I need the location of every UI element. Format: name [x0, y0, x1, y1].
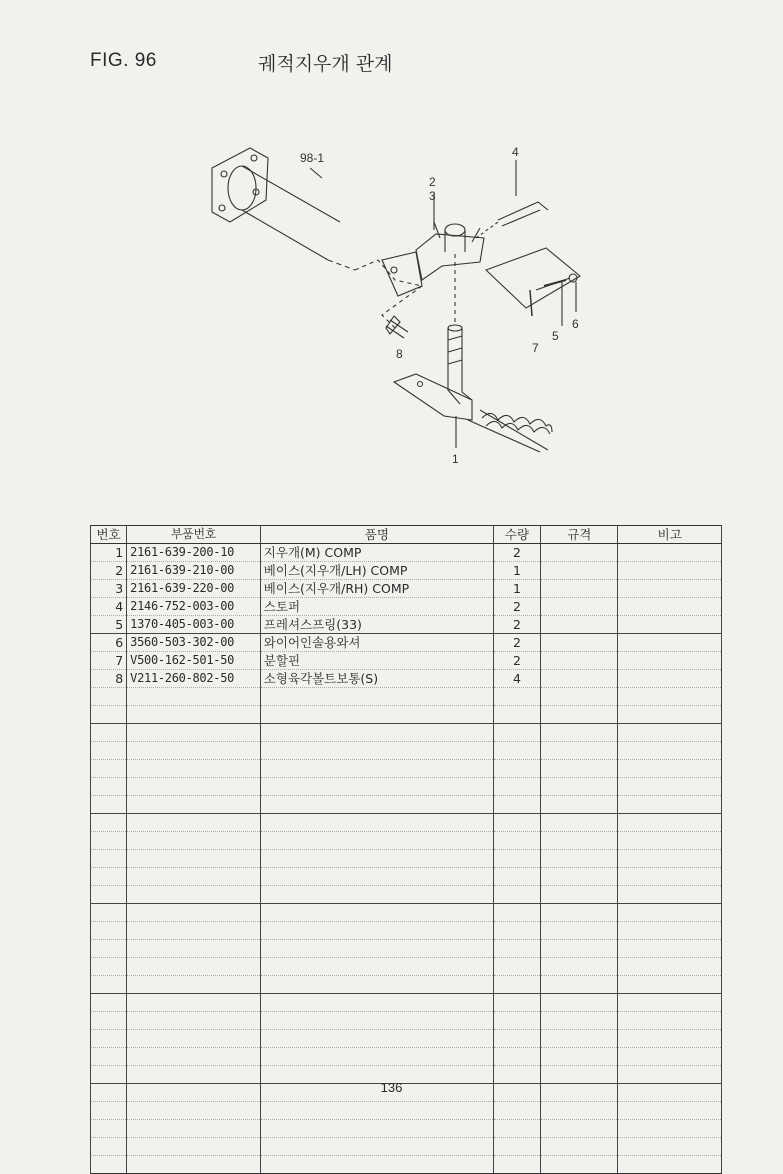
empty-cell: [127, 1156, 261, 1174]
empty-table-row: [91, 1156, 722, 1174]
empty-cell: [260, 1030, 493, 1048]
row-no: 8: [91, 670, 127, 688]
empty-cell: [618, 868, 722, 886]
empty-cell: [127, 958, 261, 976]
empty-cell: [618, 760, 722, 778]
empty-cell: [127, 868, 261, 886]
row-no: 3: [91, 580, 127, 598]
row-remarks: [618, 652, 722, 670]
empty-cell: [260, 1138, 493, 1156]
empty-cell: [91, 940, 127, 958]
empty-cell: [618, 1030, 722, 1048]
empty-cell: [618, 1138, 722, 1156]
empty-cell: [260, 904, 493, 922]
row-spec: [541, 598, 618, 616]
table-header-row: [91, 526, 722, 544]
empty-cell: [91, 958, 127, 976]
row-quantity: 2: [493, 634, 540, 652]
empty-cell: [260, 886, 493, 904]
empty-cell: [493, 1120, 540, 1138]
empty-cell: [618, 1102, 722, 1120]
row-part-number: 2161-639-210-00: [127, 562, 261, 580]
empty-cell: [91, 1012, 127, 1030]
empty-cell: [493, 1048, 540, 1066]
row-part-number: V500-162-501-50: [127, 652, 261, 670]
empty-table-row: [91, 940, 722, 958]
figure-label: FIG. 96: [90, 50, 157, 71]
empty-cell: [127, 796, 261, 814]
empty-table-row: [91, 832, 722, 850]
empty-cell: [493, 796, 540, 814]
row-quantity: 2: [493, 544, 540, 562]
empty-cell: [127, 688, 261, 706]
empty-cell: [541, 1120, 618, 1138]
empty-cell: [91, 832, 127, 850]
empty-table-row: [91, 688, 722, 706]
empty-cell: [91, 922, 127, 940]
empty-cell: [493, 760, 540, 778]
empty-table-row: [91, 1102, 722, 1120]
empty-cell: [493, 688, 540, 706]
empty-cell: [260, 814, 493, 832]
page-number: 136: [380, 1080, 403, 1095]
empty-cell: [91, 868, 127, 886]
callout-7: 7: [532, 341, 539, 355]
empty-cell: [493, 1156, 540, 1174]
empty-cell: [541, 760, 618, 778]
header-part-name: 품명: [260, 526, 493, 544]
empty-cell: [493, 742, 540, 760]
empty-cell: [541, 796, 618, 814]
empty-cell: [260, 706, 493, 724]
row-part-name: 와이어인솔용와셔: [260, 634, 493, 652]
row-quantity: 4: [493, 670, 540, 688]
empty-table-row: [91, 1138, 722, 1156]
empty-cell: [260, 976, 493, 994]
row-spec: [541, 544, 618, 562]
empty-cell: [541, 742, 618, 760]
table-row: [91, 652, 722, 670]
empty-cell: [91, 742, 127, 760]
empty-cell: [541, 724, 618, 742]
empty-cell: [260, 994, 493, 1012]
row-no: 6: [91, 634, 127, 652]
empty-cell: [91, 850, 127, 868]
empty-cell: [541, 976, 618, 994]
empty-table-row: [91, 958, 722, 976]
flange-hole: [219, 205, 225, 211]
row-remarks: [618, 580, 722, 598]
callout-6: 6: [572, 317, 579, 331]
callout-98-1: 98-1: [300, 151, 325, 165]
empty-cell: [618, 778, 722, 796]
empty-cell: [260, 940, 493, 958]
table-row: [91, 598, 722, 616]
callout-line: [310, 168, 322, 178]
parts-list-table: [90, 525, 722, 1174]
empty-cell: [493, 814, 540, 832]
empty-cell: [260, 760, 493, 778]
empty-cell: [493, 994, 540, 1012]
eraser-plate-hole: [418, 382, 423, 387]
row-remarks: [618, 616, 722, 634]
header-quantity: 수량: [493, 526, 540, 544]
empty-cell: [493, 778, 540, 796]
empty-cell: [260, 1120, 493, 1138]
spring-coil: [544, 280, 566, 286]
empty-cell: [618, 958, 722, 976]
empty-cell: [541, 850, 618, 868]
empty-cell: [127, 976, 261, 994]
callout-3: 3: [429, 189, 436, 203]
table-row: [91, 616, 722, 634]
empty-cell: [493, 940, 540, 958]
empty-table-row: [91, 1030, 722, 1048]
row-part-name: 프레셔스프링(33): [260, 616, 493, 634]
row-part-name: 지우개(M) COMP: [260, 544, 493, 562]
empty-cell: [493, 904, 540, 922]
empty-cell: [618, 940, 722, 958]
empty-cell: [91, 1138, 127, 1156]
empty-table-row: [91, 1048, 722, 1066]
row-quantity: 2: [493, 652, 540, 670]
empty-table-row: [91, 742, 722, 760]
leader-line: [382, 286, 422, 328]
shaft-centerline: [328, 260, 355, 270]
base-ears: [434, 222, 480, 242]
empty-cell: [541, 814, 618, 832]
empty-cell: [260, 922, 493, 940]
empty-rows: [91, 688, 722, 1174]
row-spec: [541, 670, 618, 688]
empty-table-row: [91, 886, 722, 904]
table-row: [91, 580, 722, 598]
base-body: [416, 234, 484, 280]
empty-cell: [493, 850, 540, 868]
empty-cell: [260, 1102, 493, 1120]
empty-cell: [618, 1012, 722, 1030]
empty-cell: [260, 850, 493, 868]
eraser-plate: [394, 374, 472, 420]
empty-cell: [127, 1120, 261, 1138]
empty-table-row: [91, 760, 722, 778]
empty-table-row: [91, 1012, 722, 1030]
empty-cell: [541, 1048, 618, 1066]
empty-cell: [127, 1102, 261, 1120]
flange-hole: [251, 155, 257, 161]
empty-cell: [127, 832, 261, 850]
empty-cell: [493, 832, 540, 850]
row-quantity: 1: [493, 580, 540, 598]
empty-cell: [493, 1102, 540, 1120]
empty-cell: [618, 742, 722, 760]
empty-cell: [618, 1156, 722, 1174]
empty-cell: [127, 994, 261, 1012]
eraser-post-top: [448, 325, 462, 331]
row-part-name: 베이스(지우개/RH) COMP: [260, 580, 493, 598]
empty-table-row: [91, 850, 722, 868]
empty-cell: [541, 832, 618, 850]
empty-cell: [91, 688, 127, 706]
empty-cell: [91, 1048, 127, 1066]
empty-cell: [91, 976, 127, 994]
row-part-name: 베이스(지우개/LH) COMP: [260, 562, 493, 580]
row-no: 7: [91, 652, 127, 670]
empty-cell: [260, 796, 493, 814]
table-row: [91, 670, 722, 688]
shaft-end: [228, 166, 256, 210]
empty-cell: [493, 886, 540, 904]
eraser-post-knurl: [448, 336, 462, 364]
empty-table-row: [91, 778, 722, 796]
empty-table-row: [91, 796, 722, 814]
empty-cell: [127, 1012, 261, 1030]
header-part-number: 부품번호: [127, 526, 261, 544]
empty-cell: [541, 940, 618, 958]
empty-table-row: [91, 724, 722, 742]
bracket-hole: [391, 267, 397, 273]
empty-cell: [127, 922, 261, 940]
empty-cell: [127, 760, 261, 778]
empty-table-row: [91, 814, 722, 832]
empty-cell: [541, 994, 618, 1012]
row-spec: [541, 580, 618, 598]
empty-cell: [618, 904, 722, 922]
empty-cell: [493, 706, 540, 724]
callout-8: 8: [396, 347, 403, 361]
row-quantity: 2: [493, 598, 540, 616]
empty-cell: [91, 994, 127, 1012]
empty-cell: [127, 706, 261, 724]
empty-cell: [618, 886, 722, 904]
empty-cell: [91, 1102, 127, 1120]
empty-cell: [91, 1120, 127, 1138]
empty-cell: [493, 958, 540, 976]
header-no: 번호: [91, 526, 127, 544]
header-remarks: 비고: [618, 526, 722, 544]
empty-cell: [91, 724, 127, 742]
empty-cell: [618, 850, 722, 868]
empty-cell: [618, 976, 722, 994]
callout-2: 2: [429, 175, 436, 189]
row-no: 5: [91, 616, 127, 634]
empty-cell: [91, 778, 127, 796]
empty-cell: [127, 1138, 261, 1156]
row-spec: [541, 652, 618, 670]
empty-cell: [127, 904, 261, 922]
empty-table-row: [91, 706, 722, 724]
table-row: [91, 634, 722, 652]
table-row: [91, 562, 722, 580]
empty-cell: [618, 688, 722, 706]
empty-cell: [493, 1030, 540, 1048]
empty-cell: [541, 958, 618, 976]
row-part-number: 2161-639-200-10: [127, 544, 261, 562]
empty-table-row: [91, 994, 722, 1012]
row-remarks: [618, 544, 722, 562]
empty-cell: [493, 1138, 540, 1156]
empty-cell: [618, 814, 722, 832]
empty-cell: [91, 886, 127, 904]
row-part-number: 2146-752-003-00: [127, 598, 261, 616]
empty-cell: [260, 724, 493, 742]
header-spec: 규격: [541, 526, 618, 544]
empty-cell: [127, 940, 261, 958]
empty-cell: [618, 724, 722, 742]
empty-cell: [541, 886, 618, 904]
parts-diagram-svg: [190, 130, 590, 490]
stopper-rod: [498, 202, 548, 226]
empty-cell: [541, 904, 618, 922]
empty-cell: [260, 832, 493, 850]
row-quantity: 1: [493, 562, 540, 580]
empty-cell: [541, 868, 618, 886]
callout-4: 4: [512, 145, 519, 159]
empty-cell: [91, 796, 127, 814]
split-pin: [530, 290, 532, 316]
empty-cell: [127, 724, 261, 742]
empty-cell: [493, 922, 540, 940]
empty-table-row: [91, 868, 722, 886]
empty-cell: [541, 1012, 618, 1030]
empty-cell: [541, 688, 618, 706]
row-part-number: 1370-405-003-00: [127, 616, 261, 634]
empty-cell: [127, 742, 261, 760]
callout-5: 5: [552, 329, 559, 343]
row-part-name: 소형육각볼트보통(S): [260, 670, 493, 688]
shaft-tube: [242, 166, 340, 260]
empty-cell: [541, 922, 618, 940]
row-part-number: 3560-503-302-00: [127, 634, 261, 652]
row-part-number: V211-260-802-50: [127, 670, 261, 688]
empty-cell: [541, 1138, 618, 1156]
empty-cell: [618, 1048, 722, 1066]
empty-cell: [618, 832, 722, 850]
row-spec: [541, 634, 618, 652]
flange-hole: [221, 171, 227, 177]
exploded-parts-diagram: [190, 130, 590, 490]
callout-1: 1: [452, 452, 459, 466]
bracket-plate: [382, 252, 422, 296]
row-remarks: [618, 634, 722, 652]
empty-cell: [127, 1048, 261, 1066]
row-spec: [541, 616, 618, 634]
empty-cell: [541, 1102, 618, 1120]
empty-cell: [127, 814, 261, 832]
empty-cell: [541, 1030, 618, 1048]
detail-panel: [486, 248, 580, 308]
figure-title: 궤적지우개 관계: [258, 53, 393, 75]
empty-cell: [618, 994, 722, 1012]
empty-cell: [618, 706, 722, 724]
empty-cell: [127, 886, 261, 904]
row-part-name: 분할핀: [260, 652, 493, 670]
empty-table-row: [91, 904, 722, 922]
row-no: 4: [91, 598, 127, 616]
empty-cell: [260, 688, 493, 706]
empty-cell: [127, 778, 261, 796]
empty-cell: [260, 1012, 493, 1030]
row-part-number: 2161-639-220-00: [127, 580, 261, 598]
empty-table-row: [91, 976, 722, 994]
empty-cell: [91, 904, 127, 922]
empty-cell: [260, 1156, 493, 1174]
empty-cell: [260, 958, 493, 976]
empty-cell: [91, 814, 127, 832]
empty-cell: [91, 1030, 127, 1048]
empty-cell: [260, 778, 493, 796]
empty-cell: [618, 922, 722, 940]
empty-cell: [260, 1048, 493, 1066]
empty-cell: [493, 724, 540, 742]
table-row: [91, 544, 722, 562]
empty-cell: [127, 1030, 261, 1048]
empty-cell: [127, 850, 261, 868]
empty-cell: [493, 868, 540, 886]
row-remarks: [618, 670, 722, 688]
empty-cell: [91, 1156, 127, 1174]
row-remarks: [618, 598, 722, 616]
empty-cell: [91, 760, 127, 778]
empty-cell: [260, 868, 493, 886]
empty-cell: [541, 778, 618, 796]
empty-cell: [618, 1120, 722, 1138]
leader-line: [355, 260, 422, 286]
empty-table-row: [91, 1120, 722, 1138]
empty-cell: [493, 1012, 540, 1030]
empty-cell: [541, 1156, 618, 1174]
empty-table-row: [91, 922, 722, 940]
row-spec: [541, 562, 618, 580]
row-no: 1: [91, 544, 127, 562]
base-boss-top: [445, 224, 465, 236]
empty-cell: [493, 976, 540, 994]
empty-cell: [618, 796, 722, 814]
row-no: 2: [91, 562, 127, 580]
empty-cell: [91, 706, 127, 724]
eraser-frame: [468, 410, 548, 452]
base-boss: [445, 230, 465, 252]
empty-cell: [541, 706, 618, 724]
row-remarks: [618, 562, 722, 580]
empty-cell: [260, 742, 493, 760]
row-part-name: 스토퍼: [260, 598, 493, 616]
row-quantity: 2: [493, 616, 540, 634]
